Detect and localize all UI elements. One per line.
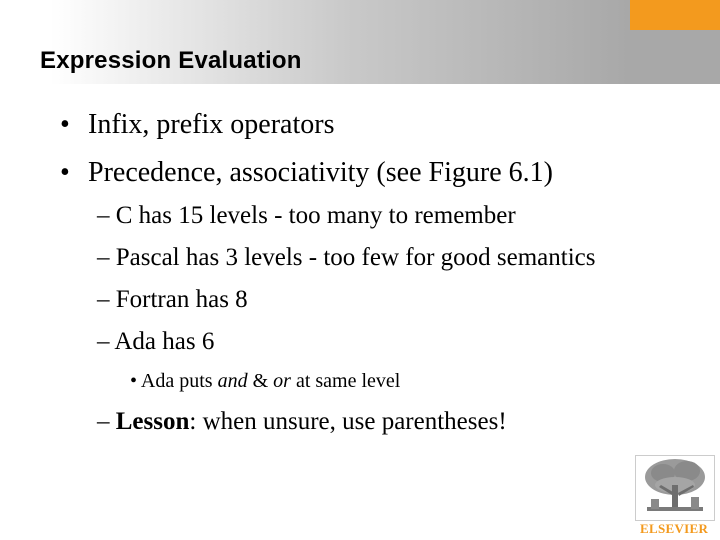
subsub-post: at same level bbox=[290, 370, 401, 392]
subsub-mid: & bbox=[247, 370, 274, 392]
sub-text: Pascal has 3 levels - too few for good semantics bbox=[115, 244, 596, 271]
elsevier-wordmark: ELSEVIER bbox=[640, 521, 709, 536]
slide-title: Expression Evaluation bbox=[40, 47, 302, 74]
sub-item bbox=[97, 328, 214, 356]
sub-marker: – bbox=[97, 328, 110, 355]
lesson-item bbox=[97, 408, 507, 436]
lesson-text: : when unsure, use parentheses! bbox=[189, 408, 507, 435]
bullet-text: Infix, prefix operators bbox=[88, 109, 335, 140]
bullet-marker: • bbox=[60, 109, 70, 140]
lesson-label: Lesson bbox=[115, 408, 190, 435]
sub-marker: – bbox=[97, 244, 110, 271]
sub-text: Ada has 6 bbox=[114, 328, 215, 355]
keyword-or: or bbox=[273, 370, 291, 392]
bullet-text: Precedence, associativity (see Figure 6.1) bbox=[88, 157, 553, 188]
sub-item bbox=[97, 244, 596, 272]
subsub-marker: • bbox=[130, 370, 138, 392]
sub-marker: – bbox=[97, 286, 110, 313]
sub-text: C has 15 levels - too many to remember bbox=[115, 202, 516, 229]
lesson-marker: – bbox=[97, 408, 110, 435]
sub-item bbox=[97, 202, 516, 230]
sub-item bbox=[97, 286, 248, 314]
sub-text: Fortran has 8 bbox=[115, 286, 248, 313]
keyword-and: and bbox=[217, 370, 248, 392]
bullet-marker: • bbox=[60, 157, 70, 188]
sub-marker: – bbox=[97, 202, 110, 229]
subsub-item bbox=[130, 370, 400, 393]
subsub-pre: Ada puts bbox=[140, 370, 218, 392]
